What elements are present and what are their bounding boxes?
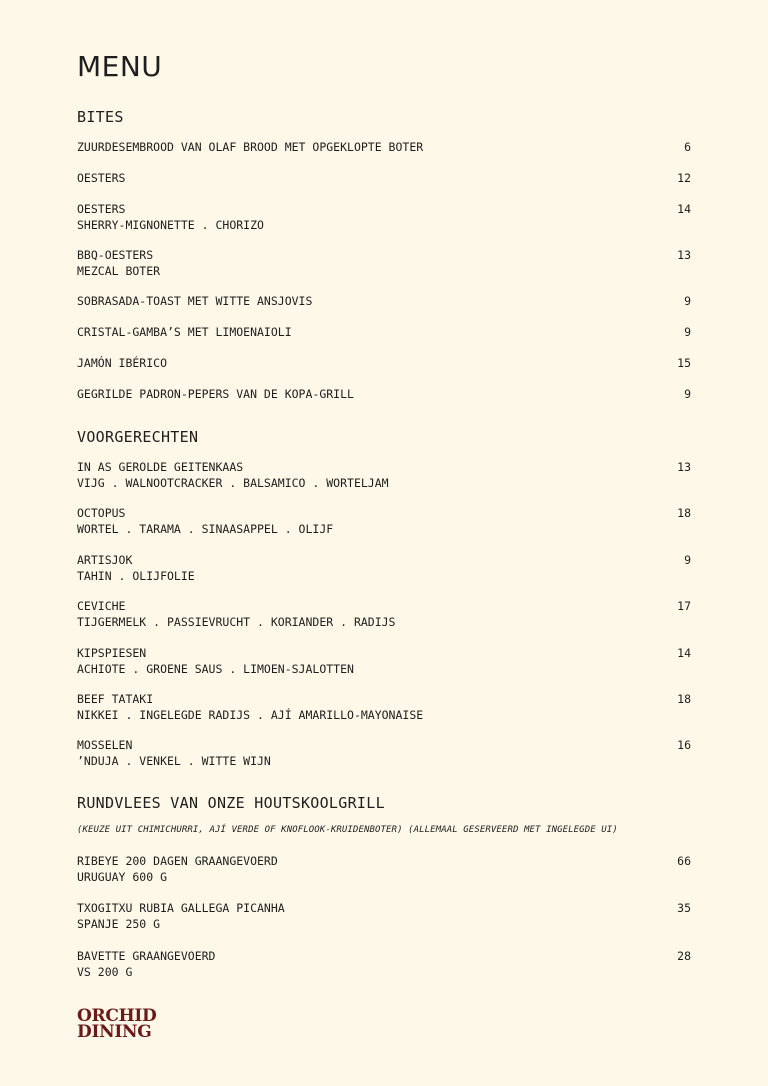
menu-item: [77, 140, 691, 156]
item-description: TAHIN . OLIJFOLIE: [77, 568, 195, 583]
item-name: ZUURDESEMBROOD VAN OLAF BROOD MET OPGEKLOPTE BOTER: [77, 140, 424, 154]
item-price: 28: [677, 949, 691, 963]
item-name: OCTOPUS: [77, 506, 126, 520]
menu-item: [77, 553, 691, 584]
item-price: 6: [684, 140, 691, 154]
menu-item: [77, 248, 691, 279]
item-price: 9: [684, 553, 691, 567]
item-price: 15: [677, 356, 691, 370]
menu-item: [77, 738, 691, 769]
section-title-rundvlees: RUNDVLEES VAN ONZE HOUTSKOOLGRILL: [77, 794, 385, 812]
logo-line-2: DINING: [77, 1022, 152, 1042]
item-price: 14: [677, 202, 691, 216]
menu-item: [77, 387, 691, 403]
item-price: 16: [677, 738, 691, 752]
item-price: 12: [677, 171, 691, 185]
menu-item: [77, 325, 691, 341]
item-description: TIJGERMELK . PASSIEVRUCHT . KORIANDER . RADIJS: [77, 614, 396, 629]
item-name: OESTERS: [77, 171, 126, 185]
item-price: 18: [677, 692, 691, 706]
menu-item: [77, 599, 691, 630]
page-title: MENU: [77, 50, 163, 83]
menu-item: [77, 202, 691, 233]
logo-line-1: ORCHID: [77, 1006, 157, 1026]
item-name: KIPSPIESEN: [77, 646, 147, 660]
item-name: GEGRILDE PADRON-PEPERS VAN DE KOPA-GRILL: [77, 387, 354, 401]
item-description: WORTEL . TARAMA . SINAASAPPEL . OLIJF: [77, 521, 334, 536]
item-description: SHERRY-MIGNONETTE . CHORIZO: [77, 217, 264, 232]
menu-item: [77, 460, 691, 491]
item-description: ’NDUJA . VENKEL . WITTE WIJN: [77, 753, 271, 768]
section-note: (KEUZE UIT CHIMICHURRI, AJÍ VERDE OF KNOFLOOK-KRUIDENBOTER) (ALLEMAAL GESERVEERD MET INGELEGDE UI): [77, 825, 618, 835]
item-description: SPANJE 250 G: [77, 916, 161, 931]
section-title-voorgerechten: VOORGERECHTEN: [77, 428, 199, 446]
menu-item: [77, 949, 691, 980]
menu-item: [77, 901, 691, 932]
menu-item: [77, 854, 691, 885]
item-description: ACHIOTE . GROENE SAUS . LIMOEN-SJALOTTEN: [77, 661, 354, 676]
item-name: BBQ-OESTERS: [77, 248, 154, 262]
item-name: SOBRASADA-TOAST MET WITTE ANSJOVIS: [77, 294, 313, 308]
item-price: 9: [684, 387, 691, 401]
item-price: 9: [684, 325, 691, 339]
section-title-bites: BITES: [77, 108, 124, 126]
item-price: 14: [677, 646, 691, 660]
menu-item: [77, 171, 691, 187]
item-price: 66: [677, 854, 691, 868]
item-name: MOSSELEN: [77, 738, 133, 752]
orchid-dining-logo: [77, 1008, 156, 1040]
item-name: RIBEYE 200 DAGEN GRAANGEVOERD: [77, 854, 278, 868]
item-name: BAVETTE GRAANGEVOERD: [77, 949, 216, 963]
item-price: 18: [677, 506, 691, 520]
item-price: 9: [684, 294, 691, 308]
item-price: 13: [677, 460, 691, 474]
menu-item: [77, 356, 691, 372]
item-name: IN AS GEROLDE GEITENKAAS: [77, 460, 244, 474]
item-description: MEZCAL BOTER: [77, 263, 161, 278]
item-description: URUGUAY 600 G: [77, 869, 168, 884]
menu-item: [77, 646, 691, 677]
item-description: VIJG . WALNOOTCRACKER . BALSAMICO . WORTELJAM: [77, 475, 389, 490]
item-name: OESTERS: [77, 202, 126, 216]
item-name: CRISTAL-GAMBA’S MET LIMOENAIOLI: [77, 325, 292, 339]
item-name: BEEF TATAKI: [77, 692, 154, 706]
item-price: 17: [677, 599, 691, 613]
item-name: TXOGITXU RUBIA GALLEGA PICANHA: [77, 901, 285, 915]
item-description: VS 200 G: [77, 964, 133, 979]
item-price: 35: [677, 901, 691, 915]
item-name: JAMÓN IBÉRICO: [77, 356, 168, 370]
menu-item: [77, 506, 691, 537]
item-price: 13: [677, 248, 691, 262]
item-description: NIKKEI . INGELEGDE RADIJS . AJÍ AMARILLO-MAYONAISE: [77, 707, 424, 722]
item-name: CEVICHE: [77, 599, 126, 613]
menu-item: [77, 294, 691, 310]
menu-item: [77, 692, 691, 723]
item-name: ARTISJOK: [77, 553, 133, 567]
